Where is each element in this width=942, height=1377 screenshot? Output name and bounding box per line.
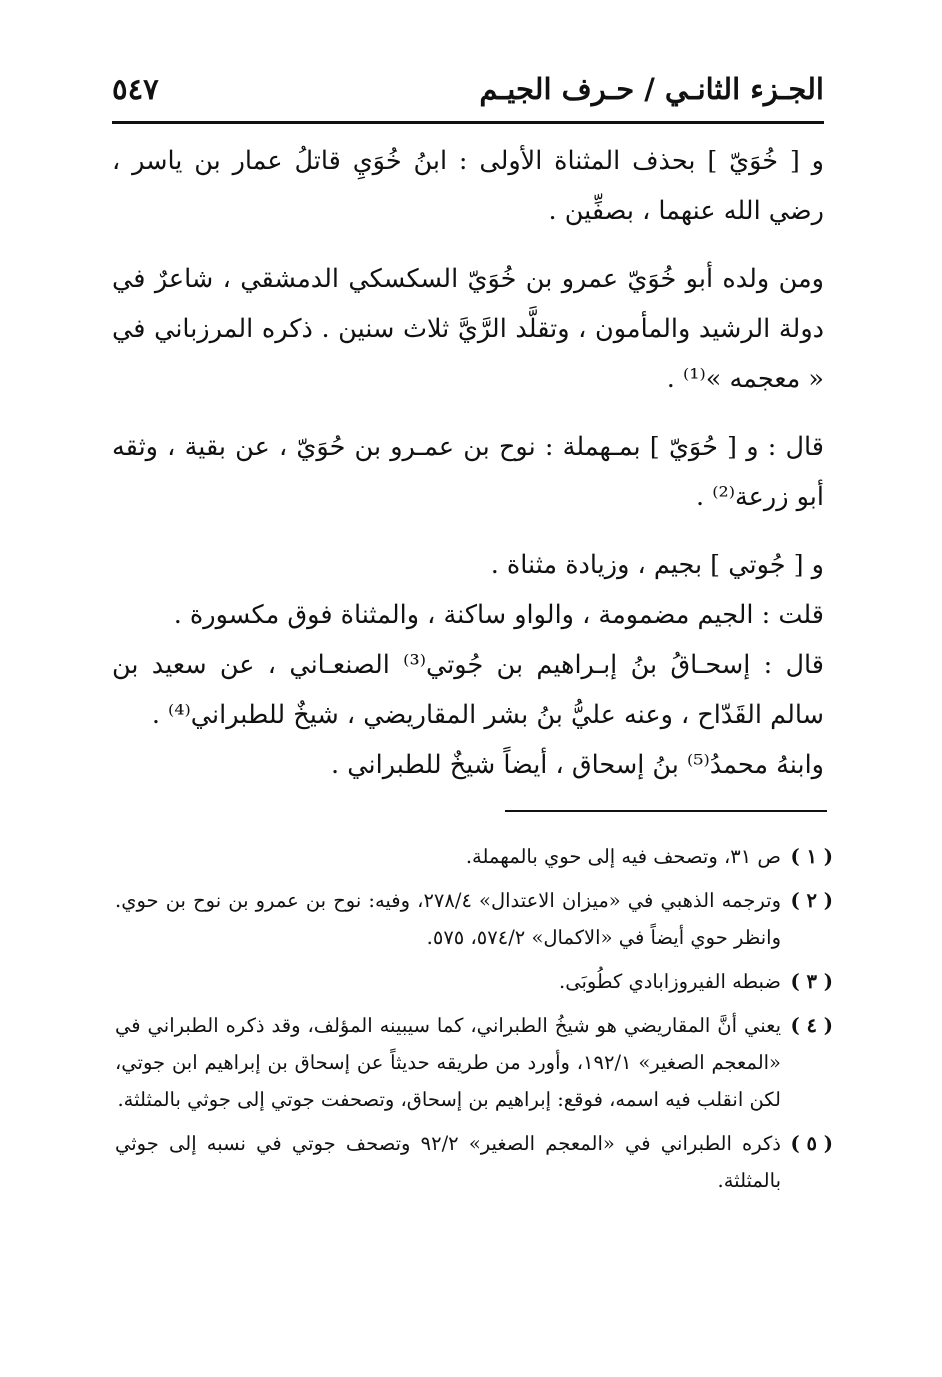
footnote-number: ( ١ ) [790,845,833,868]
footnotes [115,838,833,1206]
footnote-text: ص ٣١، وتصحف فيه إلى حوي بالمهملة. [465,845,781,868]
footnote-number: ( ٤ ) [790,1014,833,1037]
paragraph-note: قلت : الجيم مضمومة ، والواو ساكنة ، والمثناة فوق مكسورة . [173,600,824,630]
footnote-number: ( ٢ ) [790,889,833,912]
footnote [115,1007,833,1118]
page-number: ٥٤٧ [112,72,159,106]
header-title: الجـزء الثانـي / حـرف الجيـم [479,72,824,106]
footnote-text: يعني أنَّ المقاريضي هو شيخُ الطبراني، كما سيبينه المؤلف، وقد ذكره الطبراني في «المعجم الصغير» ١٩٢/١، وأورد من طريقه حديثاً عن إسحاق بن إبراهيم ابن جوتي، لكن انقلب فيه اسمه، فوقع: إبراهيم بن إسحاق، وتصحفت جوتي إلى جوثي بالمثلثة. [115,1014,781,1111]
footnote [115,1125,833,1199]
paragraph-juti: و [ جُوتي ] بجيم ، وزيادة مثناة . [490,550,824,580]
footnote [115,963,833,1000]
header-rule [112,121,824,124]
footnote-separator [505,810,827,812]
footnote-text: ضبطه الفيروزابادي كطُوبَى. [559,970,781,993]
footnote-text: ذكره الطبراني في «المعجم الصغير» ٩٢/٢ وتصحف جوتي في نسبه إلى جوثي بالمثلثة. [115,1132,781,1192]
footnote-number: ( ٥ ) [790,1132,833,1155]
main-text [112,136,824,790]
paragraph-huwayy: قال : و [ حُوَيّ ] بمـهملة : نوح بن عمـرو بن حُوَيّ ، عن بقية ، وثقه أبو زرعة⁽²⁾ . [112,432,824,512]
footnote-text: وترجمه الذهبي في «ميزان الاعتدال» ٢٧٨/٤، وفيه: نوح بن عمرو بن نوح بن حوي. وانظر حوي أيضاً في «الاكمال» ٥٧٤/٢، ٥٧٥. [115,889,781,949]
paragraph-ishaq: قال : إسحـاقُ بنُ إبـراهيم بن جُوتي⁽³⁾ الصنعـاني ، عن سعيد بن سالم القَدّاح ، وعنه عليُّ بنُ بشر المقاريضي ، شيخٌ للطبراني⁽⁴⁾ . [112,650,825,730]
footnote [115,838,833,875]
footnote-number: ( ٣ ) [790,970,833,993]
running-header [112,66,824,118]
paragraph-abu-khuwayy: ومن ولده أبو خُوَيّ عمرو بن خُوَيّ السكسكي الدمشقي ، شاعرٌ في دولة الرشيد والمأمون ، وتقلَّد الرَّيَّ ثلاث سنين . ذكره المرزباني في « معجمه »⁽¹⁾ . [112,264,824,394]
footnote [115,882,833,956]
paragraph-muhammad: وابنهُ محمدُ⁽⁵⁾ بنُ إسحاق ، أيضاً شيخٌ للطبراني . [331,750,824,780]
paragraph-khuwayy: و [ خُوَيّ ] بحذف المثناة الأولى : ابنُ خُوَيِ قاتلُ عمار بن ياسر ، رضي الله عنهما ، بصفِّين . [112,146,824,226]
